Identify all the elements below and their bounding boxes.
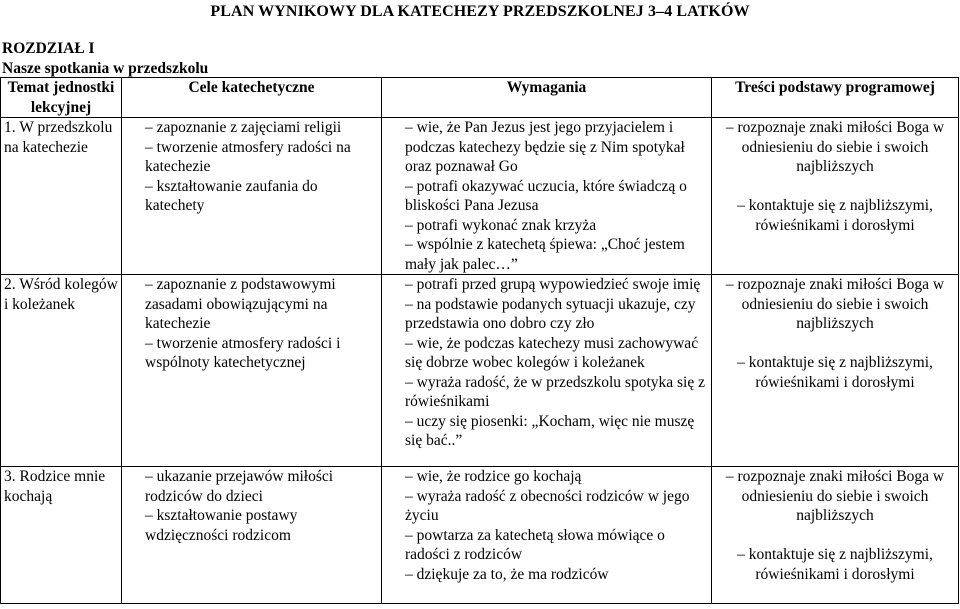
requirement-item: – wie, że rodzice go kochają [385,467,708,487]
content-item: – kontaktuje się z najbliższymi, rówieśnikami i dorosłymi [715,196,955,235]
requirement-item: – powtarza za katechetą słowa mówiące o radości z rodziców [385,526,708,565]
content-item: – rozpoznaje znaki miłości Boga w odniesieniu do siebie i swoich najbliższych [715,118,955,177]
requirement-item: – uczy się piosenki: „Kocham, więc nie muszę się bać..” [385,412,708,451]
requirement-item: – potrafi przed grupą wypowiedzieć swoje imię [385,275,708,295]
content-item: – kontaktuje się z najbliższymi, rówieśnikami i dorosłymi [715,545,955,584]
content-cell [712,467,959,604]
content-cell [712,275,959,467]
table-row [1,275,959,467]
section-heading [2,39,208,78]
requirement-item: – na podstawie podanych sytuacji ukazuje, czy przedstawia ono dobro czy zło [385,295,708,334]
header-lesson: Temat jednostki lekcyjnej [1,78,122,118]
requirement-item: – potrafi okazywać uczucia, które świadczą o bliskości Pana Jezusa [385,177,708,216]
requirements-cell [382,467,712,604]
requirement-item: – wie, że Pan Jezus jest jego przyjacielem i podczas katechezy będzie się z Nim spotykał oraz poznawał Go [385,118,708,177]
header-goals: Cele katechetyczne [122,78,382,118]
header-requirements: Wymagania [382,78,712,118]
content-cell [712,118,959,275]
header-content: Treści podstawy programowej [712,78,959,118]
document-title: PLAN WYNIKOWY DLA KATECHEZY PRZEDSZKOLNEJ 3–4 LATKÓW [210,3,750,20]
requirement-item: – wie, że podczas katechezy musi zachowywać się dobrze wobec kolegów i koleżanek [385,334,708,373]
goals-cell [122,467,382,604]
content-item: – kontaktuje się z najbliższymi, rówieśnikami i dorosłymi [715,353,955,392]
content-item: – rozpoznaje znaki miłości Boga w odniesieniu do siebie i swoich najbliższych [715,275,955,334]
lesson-cell: 1. W przedszkolu na katechezie [1,118,122,275]
table-row [1,467,959,604]
requirement-item: – wspólnie z katechetą śpiewa: „Choć jestem mały jak palec…” [385,235,708,274]
lesson-cell: 2. Wśród kolegów i koleżanek [1,275,122,467]
goal-item: – zapoznanie z zajęciami religii [125,118,378,138]
content-item: – rozpoznaje znaki miłości Boga w odniesieniu do siebie i swoich najbliższych [715,467,955,526]
goal-item: – zapoznanie z podstawowymi zasadami obowiązującymi na katechezie [125,275,378,334]
requirement-item: – wyraża radość z obecności rodziców w jego życiu [385,487,708,526]
table-header-row [1,78,959,118]
goal-item: – ukazanie przejawów miłości rodziców do dzieci [125,467,378,506]
goals-cell [122,118,382,275]
lesson-cell: 3. Rodzice mnie kochają [1,467,122,604]
table-row [1,118,959,275]
goal-item: – kształtowanie zaufania do katechety [125,177,378,216]
goal-item: – tworzenie atmosfery radości na katechezie [125,138,378,177]
requirements-cell [382,118,712,275]
requirement-item: – dziękuje za to, że ma rodziców [385,565,708,585]
requirements-cell [382,275,712,467]
chapter-subtitle: Nasze spotkania w przedszkolu [2,59,209,77]
requirement-item: – wyraża radość, że w przedszkolu spotyka się z rówieśnikami [385,373,708,412]
goals-cell [122,275,382,467]
requirement-item: – potrafi wykonać znak krzyża [385,216,708,236]
plan-table [0,77,959,604]
chapter-label: ROZDZIAŁ I [2,40,95,57]
goal-item: – tworzenie atmosfery radości i wspólnoty katechetycznej [125,334,378,373]
goal-item: – kształtowanie postawy wdzięczności rodzicom [125,506,378,545]
